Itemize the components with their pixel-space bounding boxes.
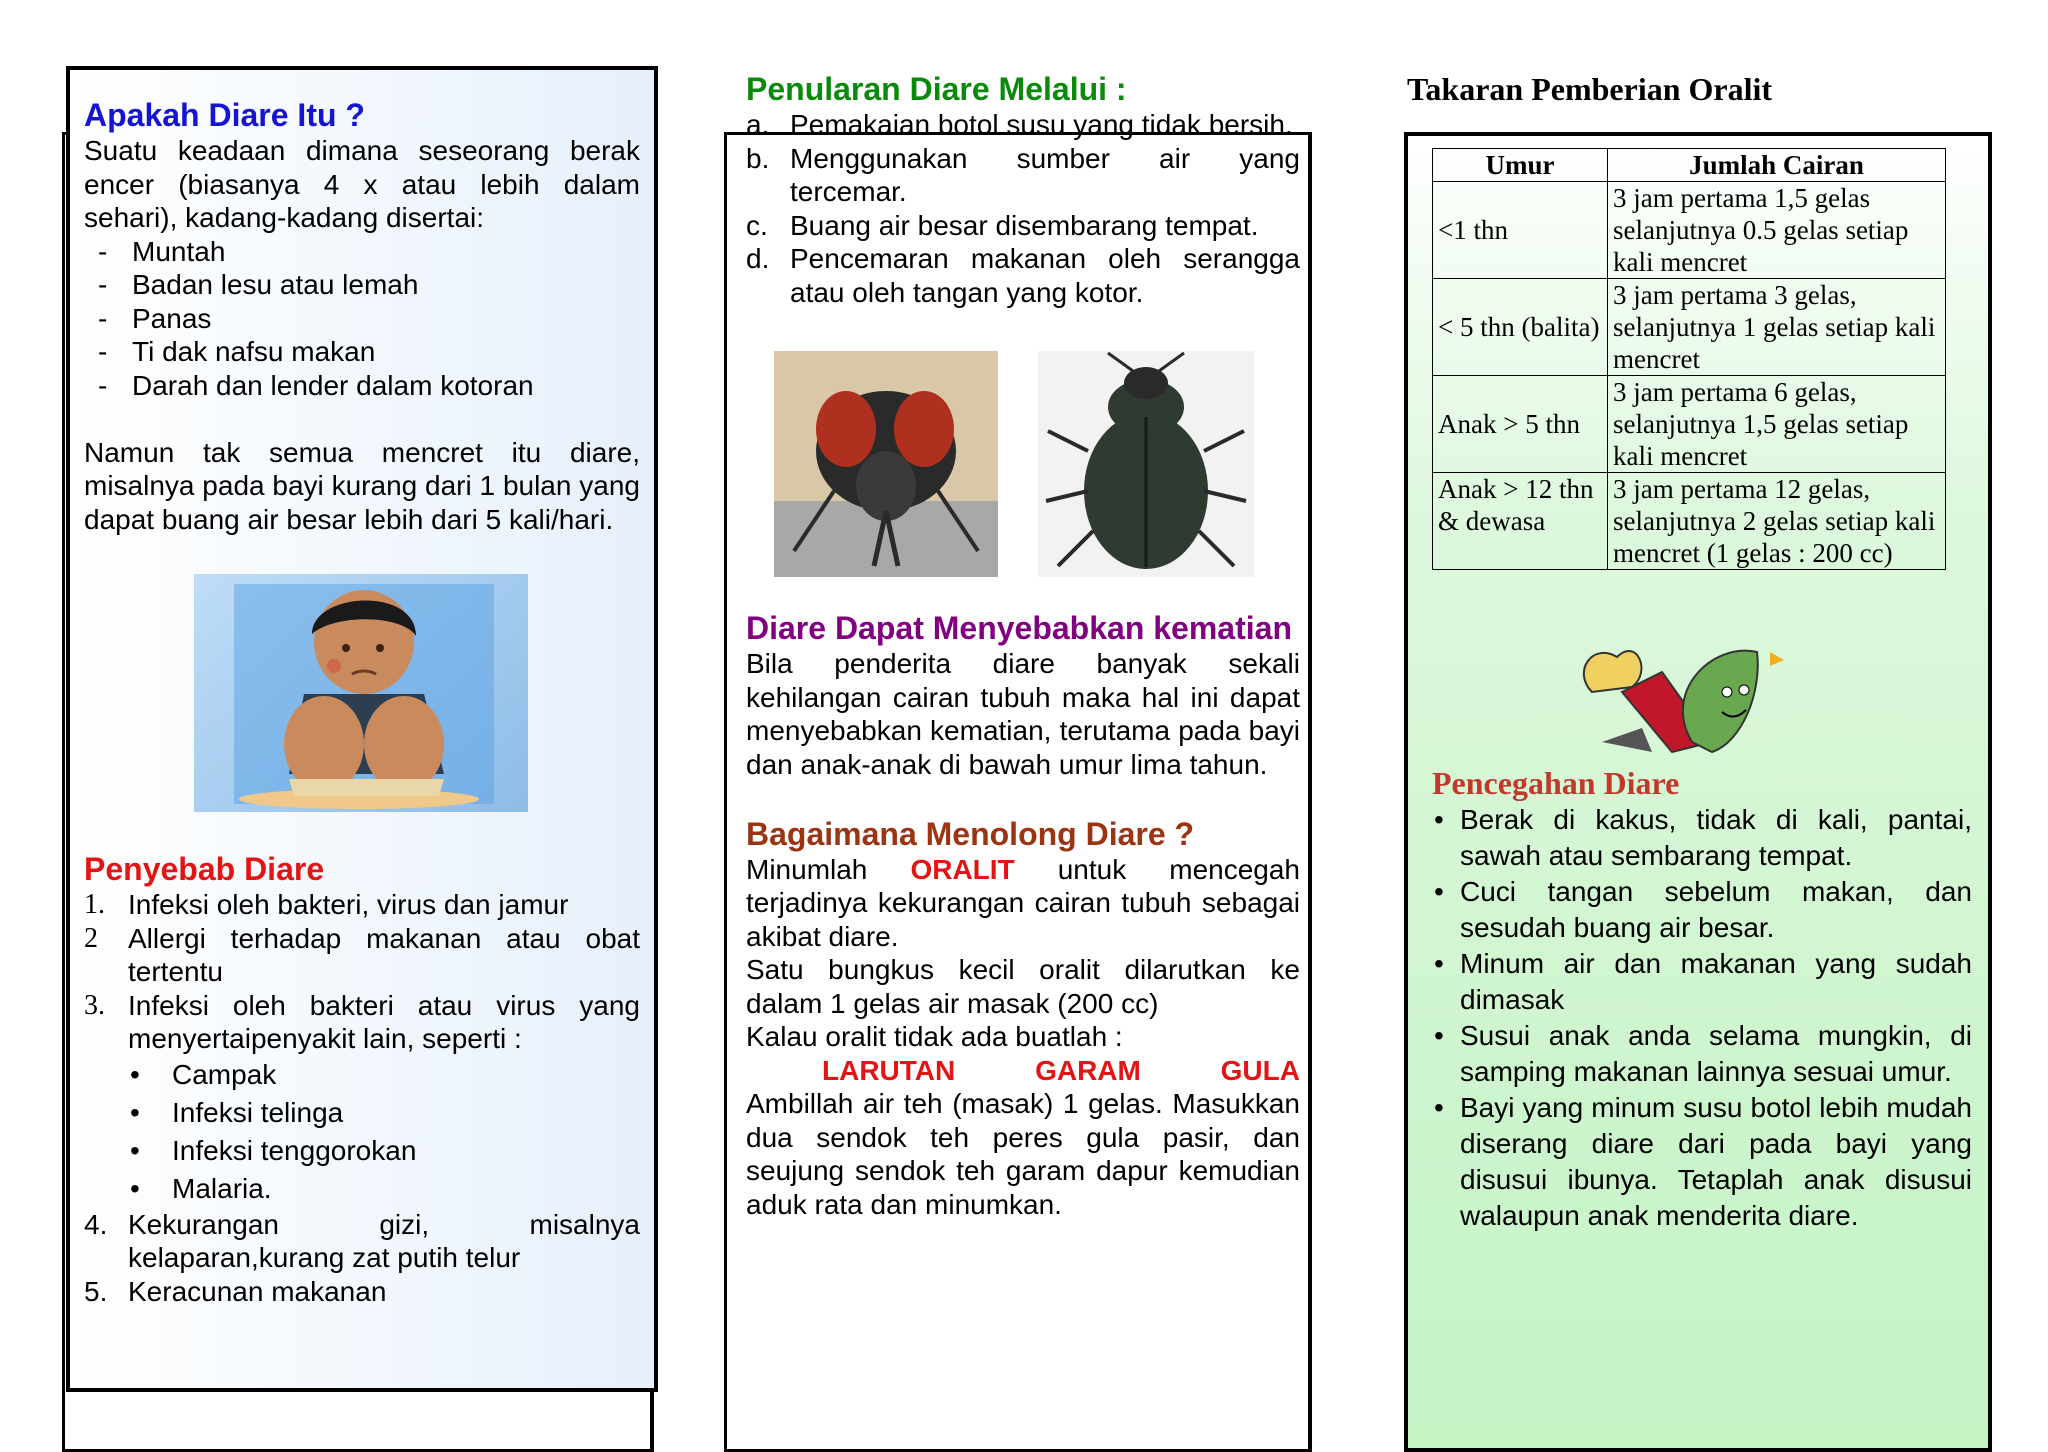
help-paragraph-3: Kalau oralit tidak ada buatlah : [746, 1021, 1123, 1052]
cartoon-germs-icon [1562, 632, 1786, 760]
list-item: b. Menggunakan sumber air yang tercemar. [746, 142, 1300, 207]
prevention-title: Pencegahan Diare [1432, 765, 1680, 801]
dose-table [1432, 148, 1946, 570]
help-paragraph-4: Ambillah air teh (masak) 1 gelas. Masukkan dua sendok teh peres gula pasir, dan seujung sendok teh garam dapur kemudian aduk rata dan minumkan. [746, 1088, 1300, 1220]
beetle-icon [1038, 351, 1254, 577]
list-item: 1. Infeksi oleh bakteri, virus dan jamur [84, 889, 569, 920]
table-header-row: Umur Jumlah Cairan [1433, 149, 1946, 182]
bullet-icon: • [130, 1058, 140, 1090]
help-title: Bagaimana Menolong Diare ? [746, 815, 1195, 852]
dash-bullet-icon: - [98, 369, 108, 401]
list-item: 2 Allergi terhadap makanan atau obat tertentu [84, 922, 640, 987]
bullet-icon: • [1434, 804, 1444, 835]
sub-causes-list [84, 1056, 640, 1208]
list-item: • Bayi yang minum susu botol lebih mudah diserang diare dari pada bayi yang disusui ibunya. Tetaplah anak disusui walaupun anak menderita diare. [1434, 1092, 1972, 1231]
what-is-diarrhea-title: Apakah Diare Itu ? [84, 97, 365, 133]
list-item: 5. Keracunan makanan [84, 1275, 387, 1307]
column-2-content [746, 70, 1300, 1221]
help-paragraph-1: Minumlah ORALIT untuk mencegah terjadinya kekurangan cairan tubuh sebagai akibat diare. [746, 853, 1300, 952]
help-paragraph-2: Satu bungkus kecil oralit dilarutkan ke dalam 1 gelas air masak (200 cc) [746, 954, 1300, 1019]
death-body: Bila penderita diare banyak sekali kehilangan cairan tubuh maka hal ini dapat menyebabkan kematian, terutama pada bayi dan anak-anak di bawah umur lima tahun. [746, 648, 1300, 780]
causes-list-continued [84, 1208, 640, 1309]
bullet-icon: • [130, 1134, 140, 1166]
list-item: - Darah dan lender dalam kotoran [98, 369, 534, 401]
list-item: 3. Infeksi oleh bakteri atau virus yang menyertaipenyakit lain, seperti : [84, 989, 640, 1054]
dash-bullet-icon: - [98, 336, 108, 367]
transmission-list [746, 108, 1300, 309]
dose-title: Takaran Pemberian Oralit [1407, 71, 1773, 107]
transmission-title: Penularan Diare Melalui : [746, 71, 1127, 107]
list-item: • Malaria. [84, 1170, 640, 1208]
bullet-icon: • [1434, 876, 1444, 907]
bullet-icon: • [1434, 1092, 1444, 1123]
insect-images [746, 351, 1300, 577]
list-item: • Susui anak anda selama mungkin, di samping makanan lainnya sesuai umur. [1434, 1020, 1972, 1087]
cartoon-illustration [1562, 632, 1786, 760]
what-is-diarrhea-body: Suatu keadaan dimana seseorang berak encer (biasanya 4 x atau lebih dalam sehari), kadang-kadang disertai: [84, 135, 640, 233]
bullet-icon: • [1434, 948, 1444, 979]
table-row: Anak > 12 thn & dewasa 3 jam pertama 12 gelas, selanjutnya 2 gelas setiap kali mencret (1 gelas : 200 cc) [1433, 473, 1946, 570]
list-item: • Infeksi telinga [84, 1094, 640, 1132]
bullet-icon: • [130, 1172, 140, 1204]
bullet-icon: • [1434, 1020, 1444, 1051]
list-item: • Minum air dan makanan yang sudah dimasak [1434, 948, 1972, 1015]
solution-recipe-heading: LARUTAN GARAM GULA [822, 1054, 1300, 1086]
bullet-icon: • [130, 1096, 140, 1128]
sick-child-illustration [194, 574, 528, 812]
causes-list [84, 888, 640, 1056]
list-item: a. Pemakaian botol susu yang tidak bersih. [746, 109, 1293, 140]
list-item: • Berak di kakus, tidak di kali, pantai, sawah atau sembarang tempat. [1434, 804, 1972, 871]
list-item: 4. Kekurangan gizi, misalnya kelaparan,kurang zat putih telur [84, 1208, 640, 1273]
table-row: < 5 thn (balita) 3 jam pertama 3 gelas, selanjutnya 1 gelas setiap kali mencret [1433, 279, 1946, 376]
causes-title: Penyebab Diare [84, 851, 325, 887]
table-row: Anak > 5 thn 3 jam pertama 6 gelas, selanjutnya 1,5 gelas setiap kali mencret [1433, 376, 1946, 473]
prevention-list [1432, 802, 1972, 1234]
death-title: Diare Dapat Menyebabkan kematian [746, 610, 1292, 646]
list-item: • Cuci tangan sebelum makan, dan sesudah buang air besar. [1434, 876, 1972, 943]
oralit-highlight: ORALIT [910, 853, 1015, 885]
diarrhea-note: Namun tak semua mencret itu diare, misalnya pada bayi kurang dari 1 bulan yang dapat buang air besar lebih dari 5 kali/hari. [84, 436, 640, 535]
list-item: - Muntah [98, 235, 226, 267]
dash-bullet-icon: - [98, 269, 108, 300]
symptom-list [84, 235, 640, 403]
sick-child-icon [194, 574, 528, 812]
list-item: • Infeksi tenggorokan [84, 1132, 640, 1170]
list-item: • Campak [84, 1056, 640, 1094]
dash-bullet-icon: - [98, 302, 108, 334]
list-item: c. Buang air besar disembarang tempat. [746, 209, 1259, 241]
fly-icon [774, 351, 998, 577]
table-row: <1 thn 3 jam pertama 1,5 gelas selanjutnya 0.5 gelas setiap kali mencret [1433, 182, 1946, 279]
column-1-content [84, 96, 640, 1308]
list-item: d. Pencemaran makanan oleh serangga atau oleh tangan yang kotor. [746, 243, 1300, 308]
dash-bullet-icon: - [98, 235, 108, 267]
list-item: - Panas [98, 302, 212, 334]
list-item: - Badan lesu atau lemah [98, 269, 419, 300]
list-item: - Ti dak nafsu makan [98, 336, 376, 367]
column-3-content [1432, 148, 1972, 1234]
